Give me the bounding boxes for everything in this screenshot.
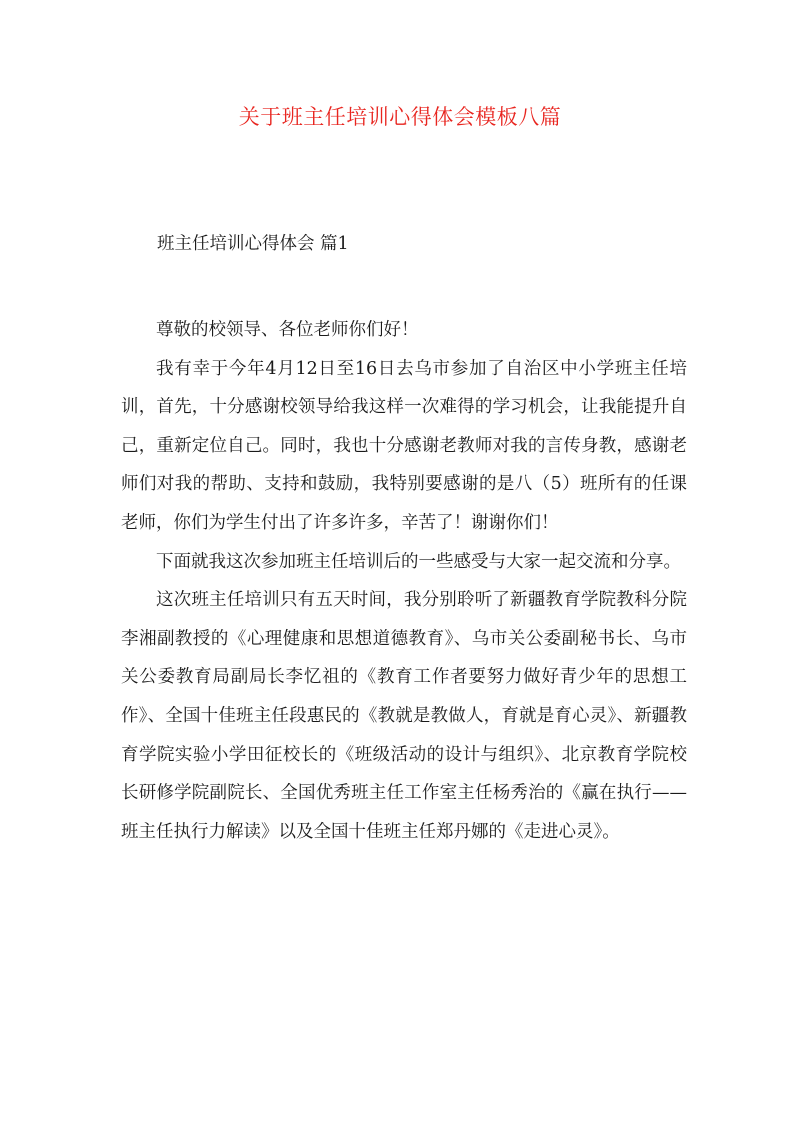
paragraph-training-intro: 我有幸于今年4月12日至16日去乌市参加了自治区中小学班主任培训，首先，十分感谢校领导给我这样一次难得的学习机会，让我能提升自己，重新定位自己。同时，我也十分感谢老教师对我的言传身教，感谢老师们对我的帮助、支持和鼓励，我特别要感谢的是八（5）班所有的任课老师，你们为学生付出了许多许多，辛苦了！谢谢你们！ — [121, 358, 687, 533]
paragraph-lectures: 这次班主任培训只有五天时间，我分别聆听了新疆教育学院教科分院李湘副教授的《心理健康和思想道德教育》、乌市关公委副秘书长、乌市关公委教育局副局长李忆祖的《教育工作者要努力做好青少年的思想工作》、全国十佳班主任段惠民的《教就是教做人，育就是育心灵》、新疆教育学院实验小学田征校长的《班级活动的设计与组织》、北京教育学院校长研修学院副院长、全国优秀班主任工作室主任杨秀治的《赢在执行——班主任执行力解读》以及全国十佳班主任郑丹娜的《走进心灵》。 — [121, 590, 687, 842]
section-heading: 班主任培训心得体会 篇1 — [157, 234, 349, 254]
document-body — [121, 311, 687, 851]
paragraph-greeting: 尊敬的校领导、各位老师你们好！ — [156, 320, 419, 340]
paragraph-sharing: 下面就我这次参加班主任培训后的一些感受与大家一起交流和分享。 — [156, 551, 681, 572]
document-title: 关于班主任培训心得体会模板八篇 — [238, 105, 562, 129]
